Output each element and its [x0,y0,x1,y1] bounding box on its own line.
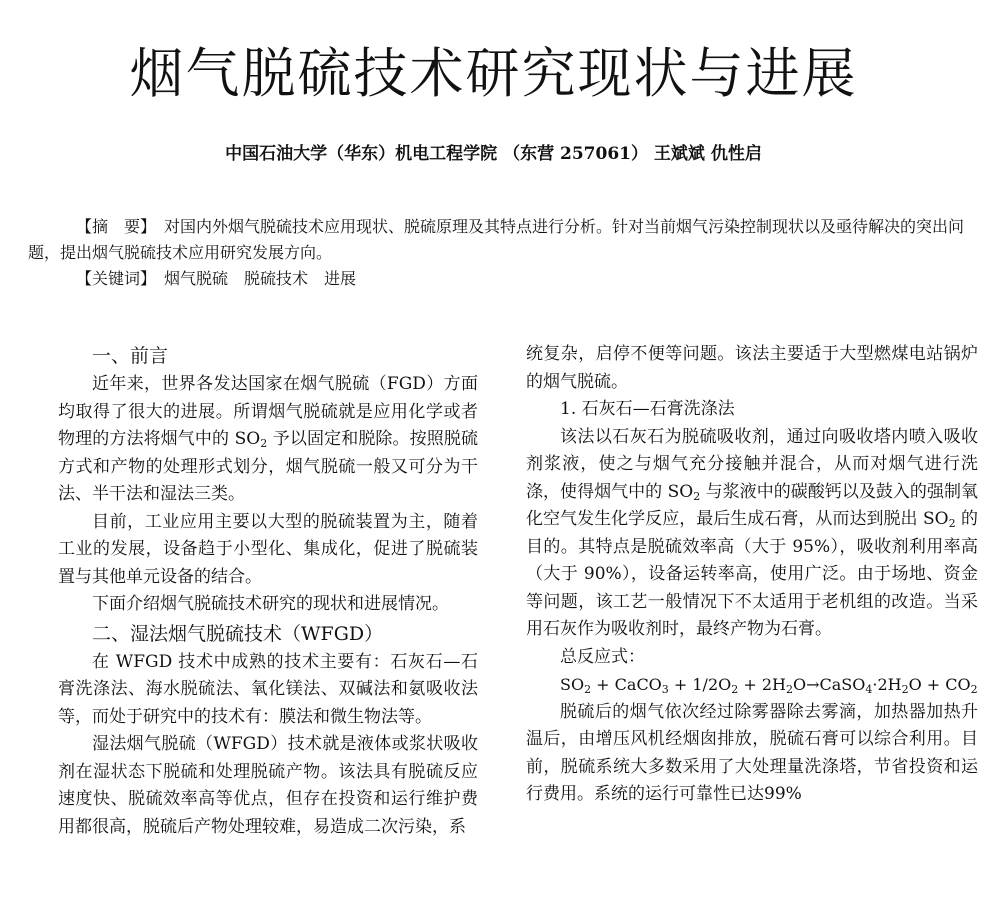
paragraph: 下面介绍烟气脱硫技术研究的现状和进展情况。 [92,594,449,614]
paragraph-text: 予以固定和脱除。按照脱硫方式和产物的处理形式划分，烟气脱硫一般又可分为干法、半干法和湿法三类。 [58,429,478,504]
keywords-label: 【关键词】 [76,269,149,288]
section-heading-wfgd: 二、湿法烟气脱硫技术（WFGD） [92,622,384,645]
abstract-block [28,214,974,292]
left-column [58,341,478,841]
reaction-equation: $SO_2$ + CaCO$_3$ + $1/2O_2$ + $2H_2O\to CaSO_4\cdot 2H_2O + CO_2$ [560,675,978,696]
keywords-text: 烟气脱硫 脱硫技术 进展 [164,269,357,288]
paragraph: 目前，工业应用主要以大型的脱硫装置为主，随着工业的发展，设备趋于小型化、集成化，促进了脱硫装置与其他单元设备的结合。 [58,511,478,587]
paragraph-text: 与浆液中的碳酸钙以及鼓入的强制氧化空气发生化学反应，最后生成石膏，从而达到脱出 SO [526,481,978,529]
paragraph-text: 的目的。其特点是脱硫效率高（大于 95%），吸收剂利用率高（大于 90%），设备运转率高，使用广泛。由于场地、资金等问题，该工艺一般情况下不太适用于老机组的改造。当采用石灰作为吸收剂时，最终产物为石膏。 [526,509,978,639]
paragraph-text: 该法以石灰石为脱硫吸收剂，通过向吸收塔内喷入吸收剂浆液，使之与烟气充分接触并混合，从而对烟气进行洗涤，使得烟气中的 SO [526,426,978,502]
paragraph [58,371,478,509]
right-column [526,341,978,809]
paper-title: 烟气脱硫技术研究现状与进展 [129,42,858,106]
keywords-line [28,266,974,292]
subscript: 2 [693,489,701,503]
abstract-text: 对国内外烟气脱硫技术应用现状、脱硫原理及其特点进行分析。针对当前烟气污染控制现状以及亟待解决的突出问题，提出烟气脱硫技术应用研究发展方向。 [28,217,965,262]
equation-label: 总反应式： [560,646,645,667]
section-heading-introduction: 一、前言 [92,345,169,367]
author-affiliation-line: 中国石油大学（华东）机电工程学院 （东营 257061） 王斌斌 仇性启 [225,144,762,164]
paragraph: 湿法烟气脱硫（WFGD）技术就是液体或浆状吸收剂在湿状态下脱硫和处理脱硫产物。该法具有脱硫反应速度快、脱硫效率高等优点，但存在投资和运行维护费用都很高，脱硫后产物处理较难，易造成二次污染，系 [58,734,478,837]
paragraph-text: 近年来，世界各发达国家在烟气脱硫（FGD）方面均取得了很大的进展。所谓烟气脱硫就是应用化学或者物理的方法将烟气中的 SO [58,374,478,449]
subscript: 2 [260,437,268,450]
paragraph: 在 WFGD 技术中成熟的技术主要有：石灰石—石膏洗涤法、海水脱硫法、氧化镁法、双碱法和氨吸收法等，而处于研究中的技术有：膜法和微生物法等。 [58,651,478,727]
subscript: 2 [948,517,956,530]
paragraph: 脱硫后的烟气依次经过除雾器除去雾滴，加热器加热升温后，由增压风机经烟囱排放，脱硫石膏可以综合利用。目前，脱硫系统大多数采用了大处理量洗涤塔，节省投资和运行费用。系统的运行可靠性已达99% [526,701,978,804]
paragraph: 统复杂，启停不便等问题。该法主要适于大型燃煤电站锅炉的烟气脱硫。 [526,344,978,392]
paragraph [526,424,978,644]
subsection-heading-limestone: 1. 石灰石—石膏洗涤法 [560,399,735,419]
abstract-paragraph [28,214,974,266]
abstract-label: 【摘 要】 [76,217,149,236]
